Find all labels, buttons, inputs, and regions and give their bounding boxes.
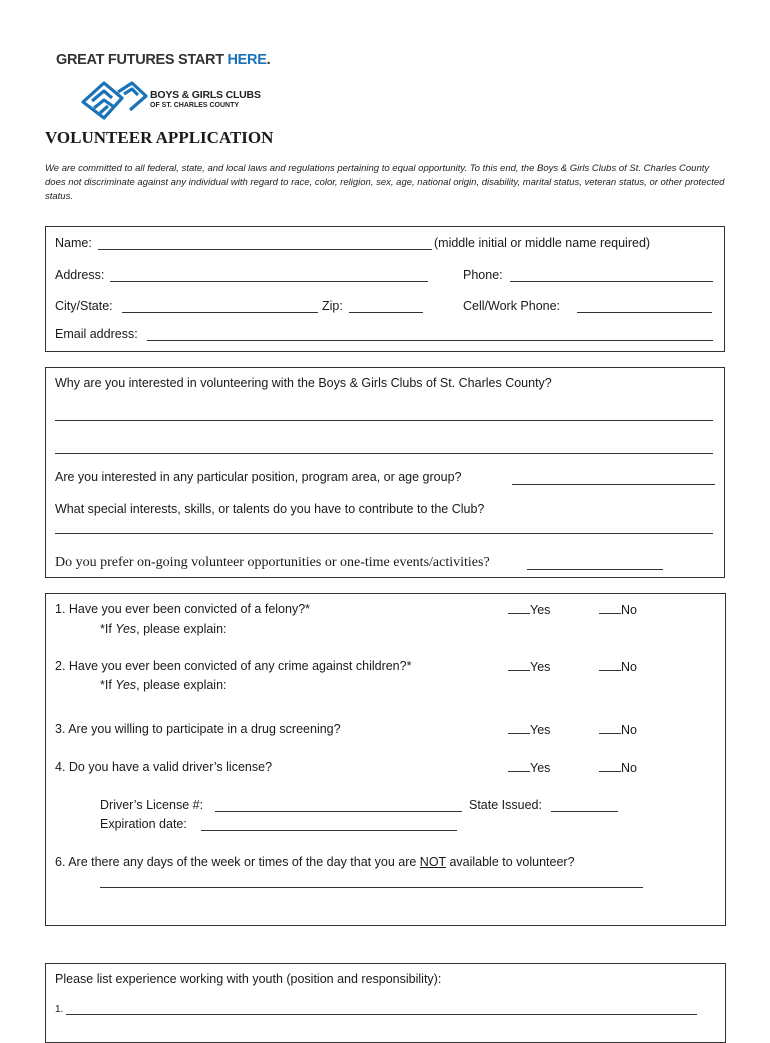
address-field[interactable] (110, 281, 428, 282)
crime-children-explain-label: *If Yes, please explain: (100, 678, 227, 692)
state-issued-field[interactable] (551, 811, 618, 812)
experience-item-1-field[interactable] (66, 1014, 697, 1015)
skills-answer[interactable] (55, 533, 713, 534)
experience-prompt: Please list experience working with youth (position and responsibility): (55, 972, 442, 986)
felony-no-option[interactable]: No (599, 602, 637, 617)
why-answer-line-1[interactable] (55, 420, 713, 421)
expiration-label: Expiration date: (100, 817, 187, 831)
license-number-label: Driver’s License #: (100, 798, 204, 812)
zip-field[interactable] (349, 312, 423, 313)
zip-label: Zip: (322, 299, 343, 313)
drug-screening-question: 3. Are you willing to participate in a drug screening? (55, 722, 341, 736)
page-title: VOLUNTEER APPLICATION (45, 128, 274, 147)
felony-question: 1. Have you ever been convicted of a felony?* (55, 602, 311, 616)
license-number-field[interactable] (215, 811, 462, 812)
name-note: (middle initial or middle name required) (434, 236, 651, 250)
position-question: Are you interested in any particular position, program area, or age group? (55, 470, 462, 484)
email-label: Email address: (55, 327, 138, 341)
crime-children-yes-option[interactable]: Yes (508, 659, 550, 674)
availability-answer[interactable] (100, 887, 643, 888)
tagline-period: . (266, 52, 271, 68)
tagline (56, 52, 270, 68)
city-state-field[interactable] (122, 312, 318, 313)
license-no-option[interactable]: No (599, 760, 637, 775)
skills-question: What special interests, skills, or talents do you have to contribute to the Club? (55, 502, 485, 516)
cell-phone-label: Cell/Work Phone: (463, 299, 561, 313)
crime-children-question: 2. Have you ever been convicted of any crime against children?* (55, 659, 412, 673)
position-answer[interactable] (512, 484, 715, 485)
cell-phone-field[interactable] (577, 312, 712, 313)
phone-label: Phone: (463, 268, 503, 282)
license-question: 4. Do you have a valid driver’s license? (55, 760, 273, 774)
felony-explain-label: *If Yes, please explain: (100, 622, 227, 636)
felony-yes-option[interactable]: Yes (508, 602, 550, 617)
phone-field[interactable] (510, 281, 713, 282)
why-answer-line-2[interactable] (55, 453, 713, 454)
email-field[interactable] (147, 340, 713, 341)
preference-answer[interactable] (527, 569, 663, 570)
club-logo-icon (80, 80, 280, 122)
name-field[interactable] (98, 249, 432, 250)
expiration-field[interactable] (201, 830, 457, 831)
state-issued-label: State Issued: (469, 798, 542, 812)
why-question: Why are you interested in volunteering with the Boys & Girls Clubs of St. Charles County? (55, 376, 552, 390)
tagline-main: GREAT FUTURES START (56, 52, 224, 68)
name-label: Name: (55, 236, 92, 250)
availability-question: 6. Are there any days of the week or times of the day that you are NOT available to volunteer? (55, 855, 575, 869)
address-label: Address: (55, 268, 105, 282)
license-yes-option[interactable]: Yes (508, 760, 550, 775)
experience-item-number: 1. (55, 1004, 64, 1015)
crime-children-no-option[interactable]: No (599, 659, 637, 674)
intro-statement: We are committed to all federal, state, and local laws and regulations pertaining to equal opportunity. To this end, the Boys & Girls Clubs of St. Charles County does not discriminate against any individual with regard to race, color, religion, sex, age, national origin, disability, marital status, veteran status, or other protected status. (45, 163, 725, 202)
tagline-accent: HERE (227, 52, 267, 68)
drug-screening-no-option[interactable]: No (599, 722, 637, 737)
drug-screening-yes-option[interactable]: Yes (508, 722, 550, 737)
preference-question: Do you prefer on-going volunteer opportunities or one-time events/activities? (55, 555, 490, 570)
org-name: BOYS & GIRLS CLUBS (150, 89, 261, 101)
city-state-label: City/State: (55, 299, 113, 313)
org-subname: OF ST. CHARLES COUNTY (150, 102, 240, 109)
